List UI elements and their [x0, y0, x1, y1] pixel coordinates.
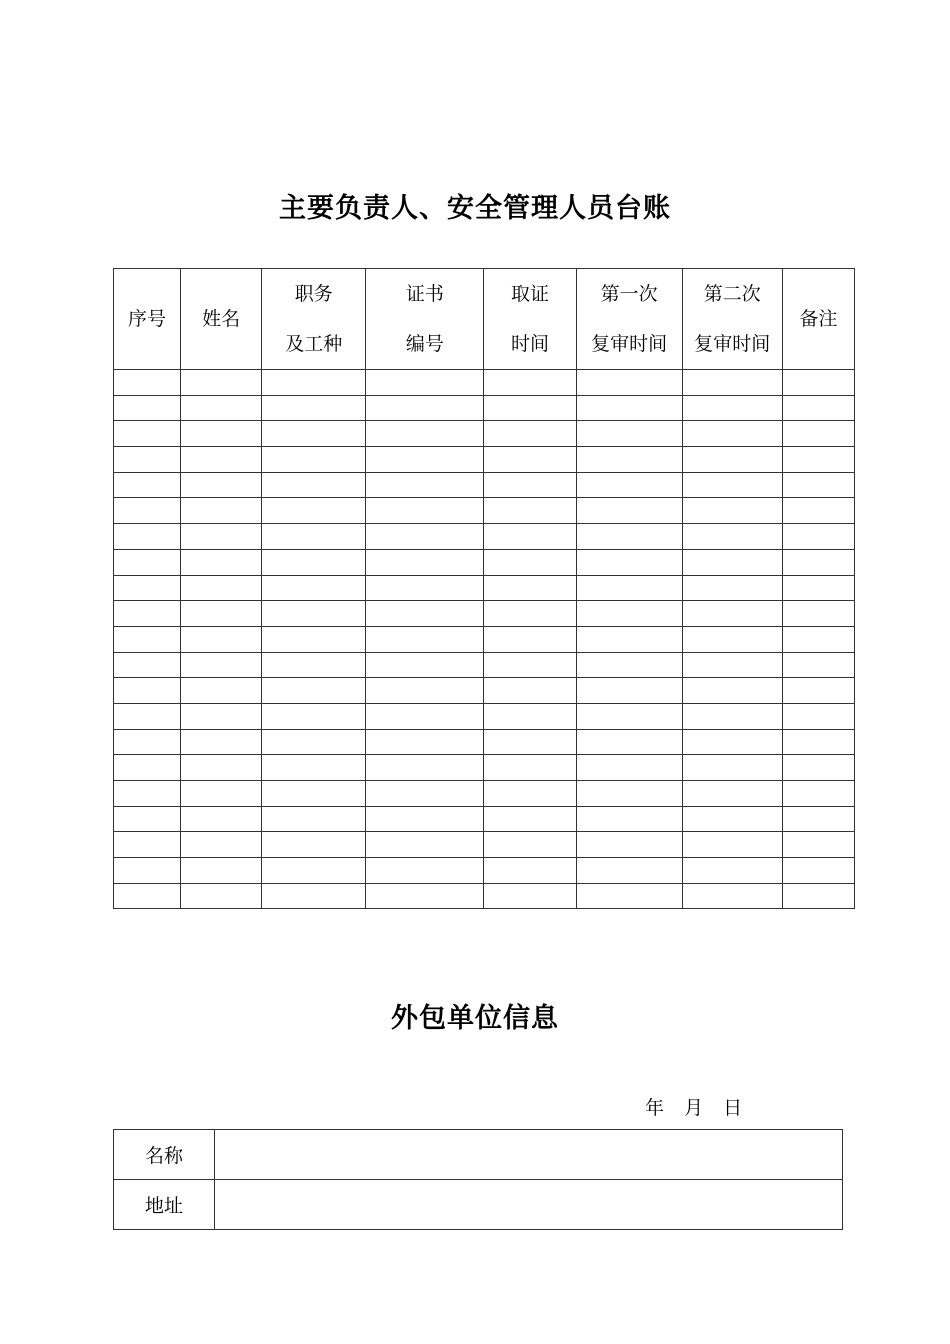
- header-obtained-line1: 取证: [511, 283, 550, 305]
- table-cell[interactable]: [181, 421, 262, 447]
- table-cell[interactable]: [782, 421, 854, 447]
- table-cell[interactable]: [682, 703, 782, 729]
- table-cell[interactable]: [114, 806, 181, 832]
- table-cell[interactable]: [682, 832, 782, 858]
- table-cell[interactable]: [484, 703, 576, 729]
- table-cell[interactable]: [181, 781, 262, 807]
- header-review2-line1: 第二次: [703, 283, 761, 305]
- header-cert: [366, 269, 484, 370]
- table-cell[interactable]: [576, 447, 682, 473]
- table-row: [114, 524, 855, 550]
- date-month: 月: [684, 1097, 704, 1119]
- table-cell[interactable]: [682, 858, 782, 884]
- table-cell[interactable]: [484, 395, 576, 421]
- table-row: [114, 549, 855, 575]
- table-cell[interactable]: [682, 883, 782, 909]
- table-cell[interactable]: [262, 832, 366, 858]
- table-cell[interactable]: [682, 524, 782, 550]
- table-cell[interactable]: [366, 781, 484, 807]
- table-cell[interactable]: [262, 883, 366, 909]
- table-cell[interactable]: [782, 498, 854, 524]
- table-cell[interactable]: [576, 395, 682, 421]
- table-cell[interactable]: [114, 395, 181, 421]
- table-cell[interactable]: [262, 601, 366, 627]
- table-cell[interactable]: [782, 370, 854, 396]
- table-cell[interactable]: [782, 575, 854, 601]
- table-cell[interactable]: [181, 883, 262, 909]
- header-remarks: 备注: [782, 269, 854, 370]
- address-value-cell[interactable]: [215, 1180, 843, 1230]
- table-cell[interactable]: [576, 703, 682, 729]
- table-cell[interactable]: [366, 575, 484, 601]
- table-cell[interactable]: [782, 883, 854, 909]
- table-cell[interactable]: [181, 703, 262, 729]
- table-row: [114, 806, 855, 832]
- info-row-name: [114, 1130, 843, 1180]
- table-cell[interactable]: [366, 601, 484, 627]
- table-cell[interactable]: [682, 447, 782, 473]
- table-cell[interactable]: [181, 678, 262, 704]
- header-row: [114, 269, 855, 370]
- table-cell[interactable]: [114, 549, 181, 575]
- table-cell[interactable]: [114, 472, 181, 498]
- table-row: [114, 678, 855, 704]
- table-cell[interactable]: [782, 781, 854, 807]
- ledger-title: 主要负责人、安全管理人员台账: [279, 193, 671, 224]
- table-cell[interactable]: [484, 575, 576, 601]
- table-cell[interactable]: [114, 755, 181, 781]
- table-cell[interactable]: [366, 549, 484, 575]
- table-cell[interactable]: [576, 678, 682, 704]
- table-cell[interactable]: [114, 832, 181, 858]
- table-cell[interactable]: [782, 447, 854, 473]
- table-cell[interactable]: [262, 755, 366, 781]
- table-cell[interactable]: [114, 781, 181, 807]
- table-cell[interactable]: [682, 652, 782, 678]
- header-cert-line1: 证书: [405, 283, 444, 305]
- address-label: 地址: [114, 1180, 215, 1230]
- table-cell[interactable]: [484, 447, 576, 473]
- table-cell[interactable]: [576, 472, 682, 498]
- header-name: 姓名: [181, 269, 262, 370]
- table-cell[interactable]: [782, 652, 854, 678]
- table-cell[interactable]: [576, 626, 682, 652]
- table-cell[interactable]: [262, 858, 366, 884]
- table-cell[interactable]: [576, 421, 682, 447]
- table-cell[interactable]: [114, 370, 181, 396]
- table-cell[interactable]: [181, 575, 262, 601]
- table-cell[interactable]: [366, 703, 484, 729]
- header-position: [262, 269, 366, 370]
- table-cell[interactable]: [484, 524, 576, 550]
- table-cell[interactable]: [181, 858, 262, 884]
- table-cell[interactable]: [576, 652, 682, 678]
- table-cell[interactable]: [181, 601, 262, 627]
- header-review1-line2: 复审时间: [591, 333, 668, 355]
- table-cell[interactable]: [262, 447, 366, 473]
- table-cell[interactable]: [682, 626, 782, 652]
- table-cell[interactable]: [484, 472, 576, 498]
- name-value-cell[interactable]: [215, 1130, 843, 1180]
- table-cell[interactable]: [114, 652, 181, 678]
- table-cell[interactable]: [114, 601, 181, 627]
- table-cell[interactable]: [181, 395, 262, 421]
- table-cell[interactable]: [262, 703, 366, 729]
- contractor-title: 外包单位信息: [391, 1003, 559, 1034]
- table-cell[interactable]: [484, 883, 576, 909]
- table-cell[interactable]: [576, 883, 682, 909]
- table-cell[interactable]: [484, 781, 576, 807]
- table-cell[interactable]: [366, 858, 484, 884]
- table-cell[interactable]: [484, 626, 576, 652]
- table-cell[interactable]: [782, 858, 854, 884]
- table-cell[interactable]: [262, 524, 366, 550]
- table-cell[interactable]: [181, 370, 262, 396]
- table-row: [114, 883, 855, 909]
- header-review2: [682, 269, 782, 370]
- table-cell[interactable]: [181, 832, 262, 858]
- table-cell[interactable]: [682, 498, 782, 524]
- table-cell[interactable]: [484, 601, 576, 627]
- info-row-address: [114, 1180, 843, 1230]
- table-cell[interactable]: [484, 498, 576, 524]
- contractor-info-table: [113, 1129, 843, 1230]
- date-day: 日: [723, 1097, 743, 1119]
- table-cell[interactable]: [366, 755, 484, 781]
- table-cell[interactable]: [366, 395, 484, 421]
- table-cell[interactable]: [484, 832, 576, 858]
- table-row: [114, 498, 855, 524]
- table-cell[interactable]: [576, 498, 682, 524]
- table-cell[interactable]: [366, 883, 484, 909]
- table-cell[interactable]: [782, 729, 854, 755]
- table-cell[interactable]: [114, 703, 181, 729]
- table-cell[interactable]: [576, 601, 682, 627]
- table-cell[interactable]: [181, 626, 262, 652]
- table-cell[interactable]: [181, 447, 262, 473]
- table-cell[interactable]: [262, 549, 366, 575]
- table-cell[interactable]: [114, 421, 181, 447]
- table-cell[interactable]: [262, 678, 366, 704]
- table-cell[interactable]: [682, 421, 782, 447]
- table-cell[interactable]: [576, 781, 682, 807]
- table-cell[interactable]: [114, 678, 181, 704]
- header-position-line2: 及工种: [285, 333, 343, 355]
- table-cell[interactable]: [576, 755, 682, 781]
- table-cell[interactable]: [366, 729, 484, 755]
- table-cell[interactable]: [484, 370, 576, 396]
- table-cell[interactable]: [366, 524, 484, 550]
- table-row: [114, 652, 855, 678]
- table-row: [114, 601, 855, 627]
- table-cell[interactable]: [682, 678, 782, 704]
- table-cell[interactable]: [484, 421, 576, 447]
- table-cell[interactable]: [366, 678, 484, 704]
- header-position-line1: 职务: [294, 283, 333, 305]
- table-cell[interactable]: [682, 755, 782, 781]
- table-cell[interactable]: [484, 678, 576, 704]
- table-cell[interactable]: [366, 447, 484, 473]
- table-cell[interactable]: [484, 806, 576, 832]
- table-cell[interactable]: [181, 806, 262, 832]
- table-cell[interactable]: [782, 755, 854, 781]
- table-cell[interactable]: [262, 729, 366, 755]
- table-cell[interactable]: [366, 421, 484, 447]
- table-cell[interactable]: [576, 575, 682, 601]
- table-row: [114, 626, 855, 652]
- table-cell[interactable]: [576, 832, 682, 858]
- table-cell[interactable]: [484, 755, 576, 781]
- table-cell[interactable]: [682, 575, 782, 601]
- table-cell[interactable]: [682, 781, 782, 807]
- table-cell[interactable]: [366, 370, 484, 396]
- table-cell[interactable]: [262, 781, 366, 807]
- table-cell[interactable]: [366, 832, 484, 858]
- table-cell[interactable]: [782, 549, 854, 575]
- header-seq: 序号: [114, 269, 181, 370]
- table-cell[interactable]: [181, 524, 262, 550]
- table-cell[interactable]: [262, 370, 366, 396]
- table-cell[interactable]: [576, 549, 682, 575]
- ledger-body: [114, 370, 855, 909]
- table-cell[interactable]: [782, 626, 854, 652]
- table-cell[interactable]: [262, 421, 366, 447]
- table-cell[interactable]: [262, 652, 366, 678]
- table-cell[interactable]: [576, 858, 682, 884]
- table-row: [114, 781, 855, 807]
- table-cell[interactable]: [484, 652, 576, 678]
- personnel-ledger-table: [113, 268, 855, 909]
- table-cell[interactable]: [366, 652, 484, 678]
- table-cell[interactable]: [262, 626, 366, 652]
- table-cell[interactable]: [366, 806, 484, 832]
- table-cell[interactable]: [782, 703, 854, 729]
- table-cell[interactable]: [484, 858, 576, 884]
- table-cell[interactable]: [114, 498, 181, 524]
- table-cell[interactable]: [576, 806, 682, 832]
- table-row: [114, 832, 855, 858]
- header-cert-line2: 编号: [405, 333, 444, 355]
- table-row: [114, 447, 855, 473]
- name-label: 名称: [114, 1130, 215, 1180]
- table-cell[interactable]: [181, 549, 262, 575]
- table-cell[interactable]: [262, 806, 366, 832]
- table-cell[interactable]: [366, 498, 484, 524]
- table-cell[interactable]: [576, 370, 682, 396]
- table-cell[interactable]: [782, 472, 854, 498]
- table-cell[interactable]: [181, 729, 262, 755]
- table-cell[interactable]: [114, 447, 181, 473]
- table-row: [114, 370, 855, 396]
- table-cell[interactable]: [782, 806, 854, 832]
- table-cell[interactable]: [782, 678, 854, 704]
- table-cell[interactable]: [366, 472, 484, 498]
- table-row: [114, 395, 855, 421]
- header-obtained: [484, 269, 576, 370]
- table-row: [114, 575, 855, 601]
- table-row: [114, 421, 855, 447]
- header-review2-line2: 复审时间: [694, 333, 771, 355]
- table-cell[interactable]: [782, 524, 854, 550]
- table-row: [114, 729, 855, 755]
- table-cell[interactable]: [181, 472, 262, 498]
- header-review1-line1: 第一次: [600, 283, 658, 305]
- header-obtained-line2: 时间: [511, 333, 550, 355]
- table-row: [114, 472, 855, 498]
- table-cell[interactable]: [682, 395, 782, 421]
- date-line: [645, 1093, 742, 1120]
- table-row: [114, 703, 855, 729]
- table-cell[interactable]: [682, 806, 782, 832]
- table-cell[interactable]: [682, 549, 782, 575]
- table-cell[interactable]: [181, 652, 262, 678]
- table-cell[interactable]: [782, 832, 854, 858]
- table-cell[interactable]: [262, 498, 366, 524]
- table-cell[interactable]: [682, 729, 782, 755]
- table-cell[interactable]: [576, 524, 682, 550]
- table-cell[interactable]: [181, 498, 262, 524]
- table-cell[interactable]: [114, 575, 181, 601]
- table-cell[interactable]: [484, 729, 576, 755]
- table-cell[interactable]: [262, 575, 366, 601]
- table-cell[interactable]: [114, 883, 181, 909]
- table-cell[interactable]: [114, 626, 181, 652]
- table-cell[interactable]: [682, 370, 782, 396]
- table-cell[interactable]: [262, 395, 366, 421]
- date-year: 年: [645, 1097, 665, 1119]
- table-cell[interactable]: [484, 549, 576, 575]
- table-cell[interactable]: [782, 601, 854, 627]
- table-cell[interactable]: [366, 626, 484, 652]
- table-cell[interactable]: [576, 729, 682, 755]
- table-cell[interactable]: [114, 729, 181, 755]
- table-cell[interactable]: [181, 755, 262, 781]
- table-cell[interactable]: [682, 601, 782, 627]
- table-cell[interactable]: [114, 858, 181, 884]
- table-cell[interactable]: [782, 395, 854, 421]
- table-row: [114, 755, 855, 781]
- table-cell[interactable]: [262, 472, 366, 498]
- header-review1: [576, 269, 682, 370]
- table-row: [114, 858, 855, 884]
- table-cell[interactable]: [682, 472, 782, 498]
- table-cell[interactable]: [114, 524, 181, 550]
